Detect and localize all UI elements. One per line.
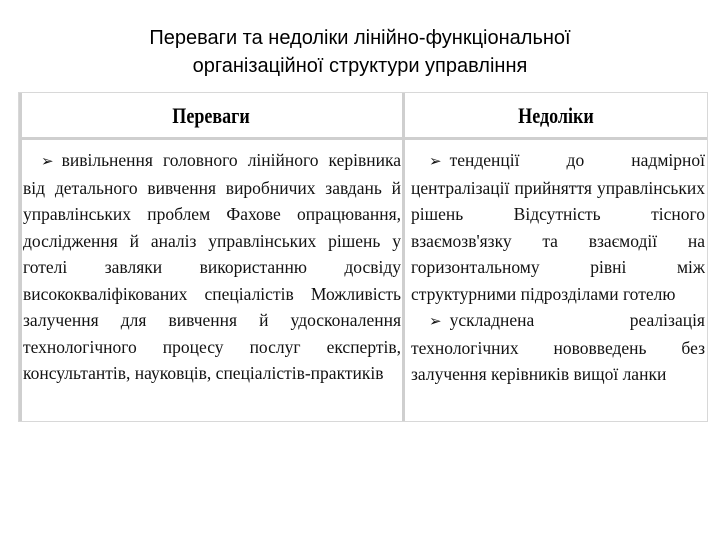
header-disadvantages: Недоліки <box>518 103 594 128</box>
advantage-item-text: вивільнення головного лінійного керівника від детального вивчення виробничих завдань й управлінських проблем Фахове опрацювання, дослідження й аналіз управлінських рішень у готелі завляки використанню досвіду висококваліфікованих спеціалістів Можливість залучення для вивчення й удосконалення технологічного процесу послуг експертів, консультантів, науковців, спеціалістів-практиків <box>23 150 401 383</box>
disadvantages-cell <box>411 147 705 388</box>
table-column-divider <box>402 93 405 421</box>
slide-title-line-1: Переваги та недоліки лінійно-функціональної <box>149 27 571 49</box>
slide-title <box>40 24 680 80</box>
slide-title-line-2: організаційної структури управління <box>192 55 528 77</box>
arrow-bullet-icon: ➢ <box>429 312 442 330</box>
advantages-disadvantages-table <box>18 92 708 422</box>
disadvantage-item <box>411 147 705 307</box>
advantage-item <box>23 147 401 387</box>
table-header-divider <box>19 137 707 140</box>
disadvantage-item <box>411 307 705 388</box>
advantages-cell <box>23 147 401 387</box>
table-left-border <box>19 93 22 421</box>
header-advantages: Переваги <box>172 103 250 128</box>
disadvantage-item-text: тенденції до надмірної централізації прийняття управлінських рішень Відсутність тісного взаємозв'язку та взаємодії на горизонтальному рівні між структурними підрозділами готелю <box>411 150 705 304</box>
disadvantage-item-text: ускладнена реалізація технологічних нововведень без залучення керівників вищої ланки <box>411 310 705 384</box>
arrow-bullet-icon: ➢ <box>41 152 54 170</box>
arrow-bullet-icon: ➢ <box>429 152 442 170</box>
